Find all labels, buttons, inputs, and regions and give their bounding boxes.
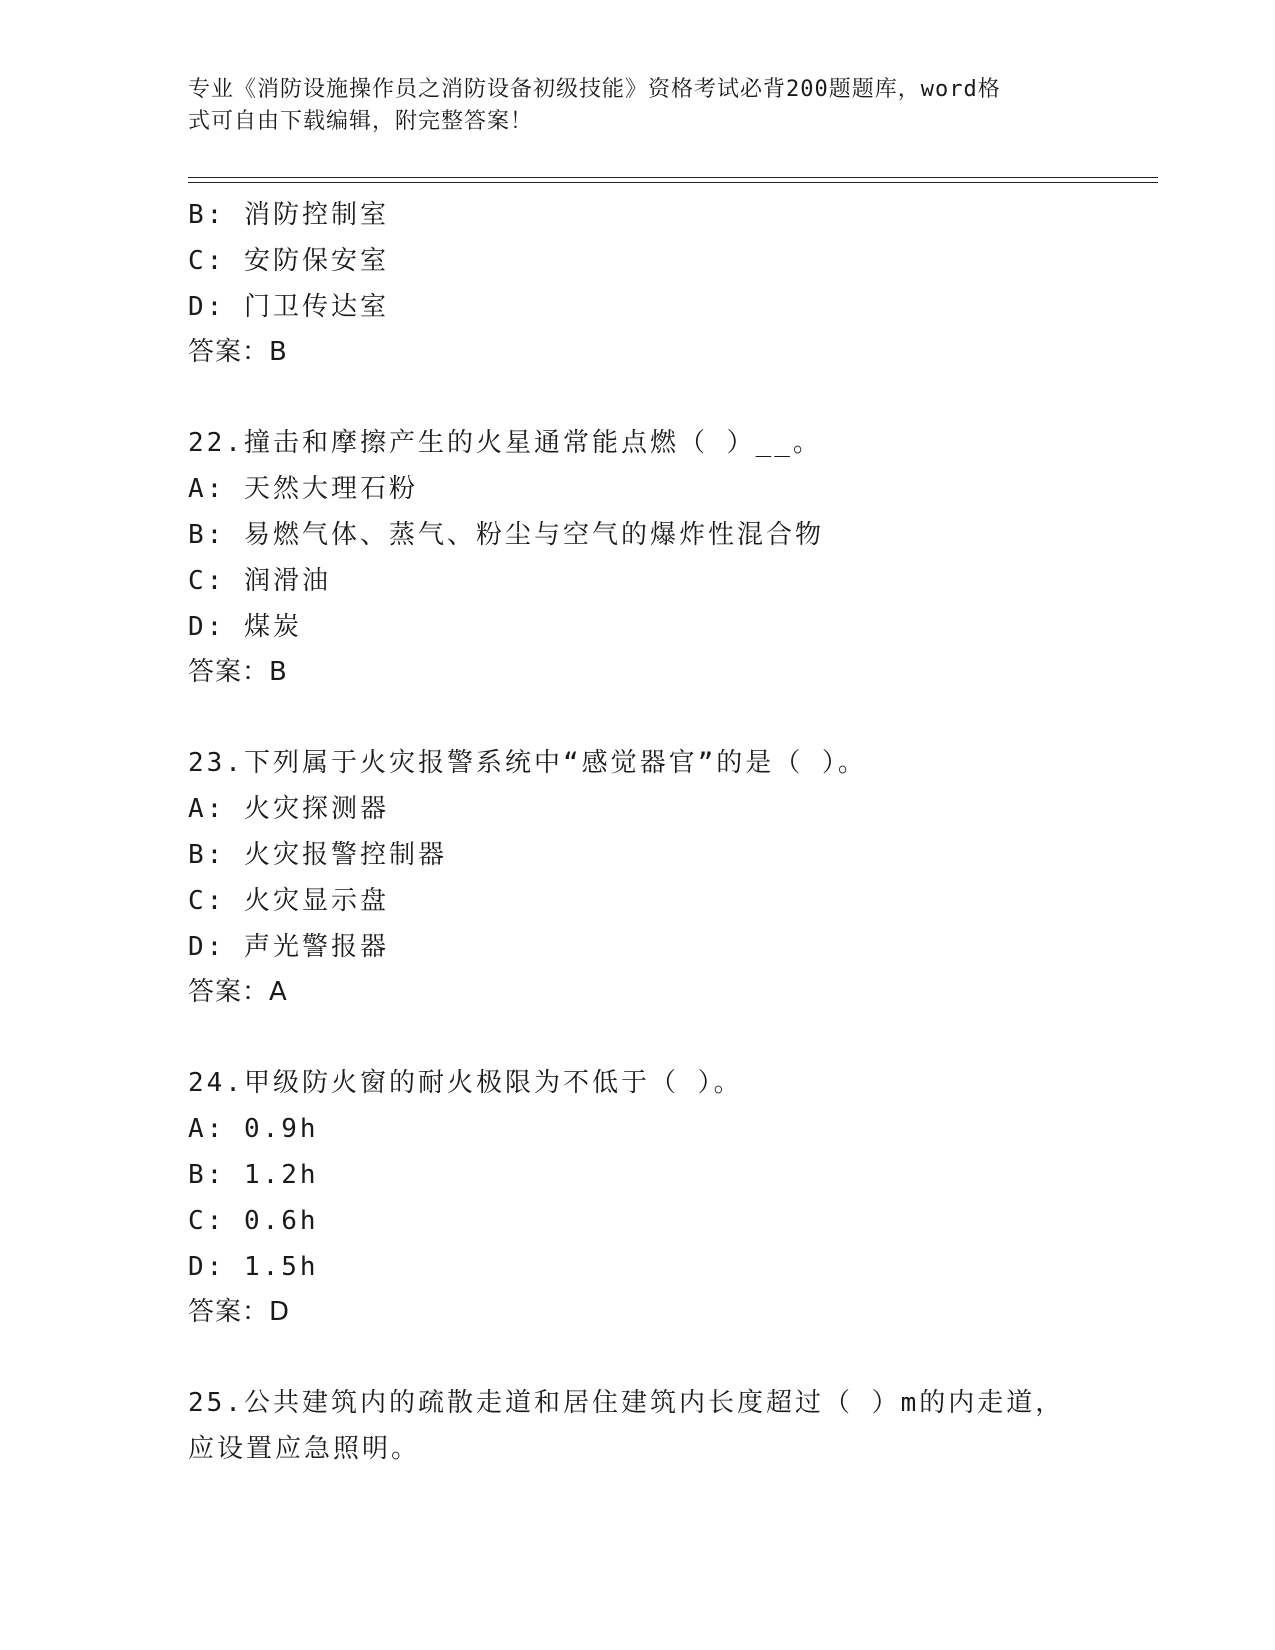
option-b: B: 火灾报警控制器 xyxy=(188,840,447,870)
option-d: D: 声光警报器 xyxy=(188,932,389,962)
option-a: A: 0.9h xyxy=(188,1114,319,1144)
header-line-2: 式可自由下载编辑，附完整答案！ xyxy=(188,109,534,134)
spacer xyxy=(188,694,1088,740)
option-d: D: 1.5h xyxy=(188,1252,319,1282)
header-divider-bottom xyxy=(188,182,1158,183)
answer-label: 答案：B xyxy=(188,337,288,367)
answer-label: 答案：B xyxy=(188,657,288,687)
question-25 xyxy=(188,1380,1088,1472)
option-c: C: 安防保安室 xyxy=(188,246,389,276)
option-c: C: 火灾显示盘 xyxy=(188,886,389,916)
answer-label: 答案：A xyxy=(188,977,288,1007)
document-header xyxy=(188,74,1068,138)
option-d: D: 门卫传达室 xyxy=(188,292,389,322)
question-title-line-2: 应设置应急照明。 xyxy=(188,1434,421,1464)
question-21-tail xyxy=(188,192,1088,374)
question-title: 24.甲级防火窗的耐火极限为不低于（ ）。 xyxy=(188,1068,743,1098)
question-title: 23.下列属于火灾报警系统中“感觉器官”的是（ ）。 xyxy=(188,748,867,778)
spacer xyxy=(188,1334,1088,1380)
question-title-line-1: 25.公共建筑内的疏散走道和居住建筑内长度超过（ ）m的内走道， xyxy=(188,1388,1065,1418)
option-a: A: 火灾探测器 xyxy=(188,794,389,824)
option-b: B: 易燃气体、蒸气、粉尘与空气的爆炸性混合物 xyxy=(188,520,824,550)
question-24 xyxy=(188,1060,1088,1334)
option-d: D: 煤炭 xyxy=(188,612,302,642)
option-b: B: 消防控制室 xyxy=(188,200,389,230)
option-a: A: 天然大理石粉 xyxy=(188,474,418,504)
question-23 xyxy=(188,740,1088,1014)
answer-label: 答案：D xyxy=(188,1297,291,1327)
question-title: 22.撞击和摩擦产生的火星通常能点燃（ ）__。 xyxy=(188,428,822,458)
option-b: B: 1.2h xyxy=(188,1160,319,1190)
header-divider-top xyxy=(188,177,1158,178)
spacer xyxy=(188,374,1088,420)
spacer xyxy=(188,1014,1088,1060)
header-line-1: 专业《消防设施操作员之消防设备初级技能》资格考试必背200题题库，word格 xyxy=(188,77,1001,102)
option-c: C: 0.6h xyxy=(188,1206,319,1236)
option-c: C: 润滑油 xyxy=(188,566,331,596)
question-22 xyxy=(188,420,1088,694)
question-list xyxy=(188,192,1088,1472)
